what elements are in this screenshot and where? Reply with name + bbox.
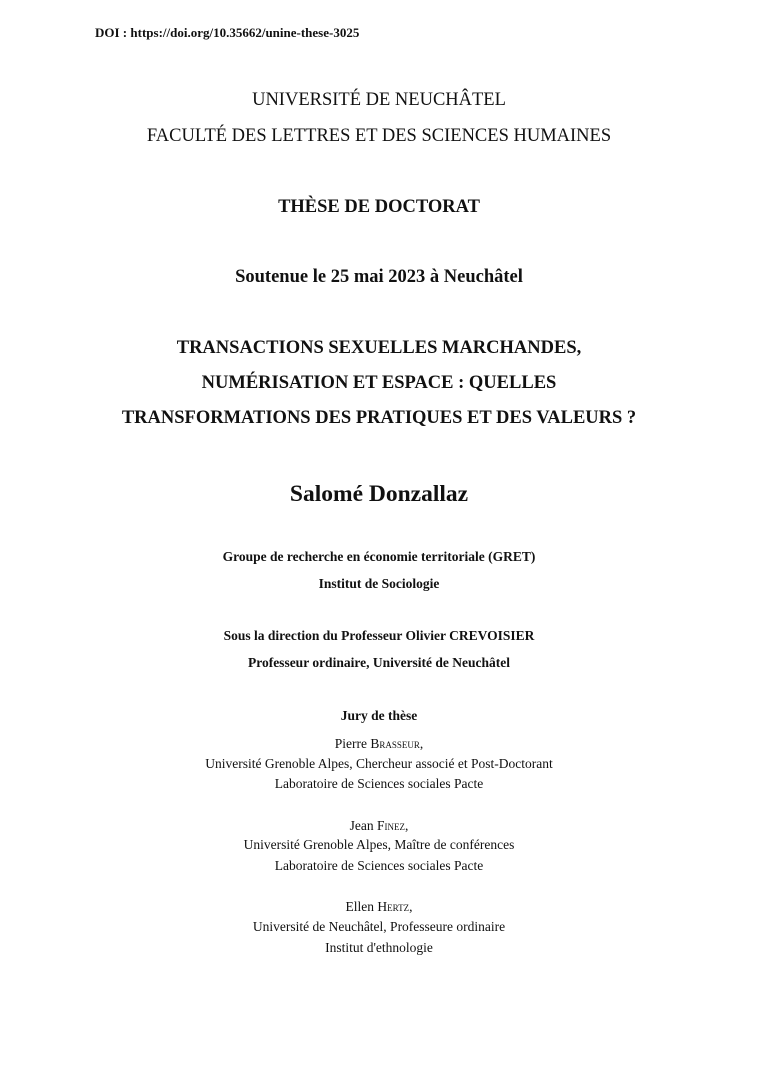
defense-date: Soutenue le 25 mai 2023 à Neuchâtel bbox=[235, 267, 523, 287]
jury-surname: Brasseur bbox=[370, 736, 420, 751]
faculty-name: FACULTÉ DES LETTRES ET DES SCIENCES HUMAINES bbox=[146, 126, 612, 146]
jury-member-name bbox=[0, 899, 758, 915]
jury-surname: Finez bbox=[377, 818, 405, 833]
jury-name-suffix: , bbox=[409, 899, 413, 914]
jury-first-name: Jean bbox=[349, 818, 377, 833]
university-name: UNIVERSITÉ DE NEUCHÂTEL bbox=[252, 90, 506, 110]
research-group: Groupe de recherche en économie territoriale (GRET) bbox=[222, 549, 536, 564]
author-name: Salomé Donzallaz bbox=[289, 481, 469, 507]
thesis-title-line-2: NUMÉRISATION ET ESPACE : QUELLES bbox=[201, 373, 557, 393]
thesis-title-line-3: TRANSFORMATIONS DES PRATIQUES ET DES VALEURS ? bbox=[121, 408, 637, 428]
jury-surname: Hertz bbox=[377, 899, 410, 914]
jury-name-suffix: , bbox=[405, 818, 409, 833]
jury-member-lab: Institut d'ethnologie bbox=[325, 940, 433, 955]
supervisor-surname: CREVOISIER bbox=[449, 628, 535, 643]
jury-member-name bbox=[0, 736, 758, 752]
supervisor bbox=[0, 628, 758, 644]
supervisor-role: Professeur ordinaire, Université de Neuchâtel bbox=[247, 655, 511, 670]
jury-member-affiliation: Université Grenoble Alpes, Chercheur associé et Post-Doctorant bbox=[205, 756, 553, 771]
jury-name-suffix: , bbox=[419, 736, 424, 751]
thesis-type: THÈSE DE DOCTORAT bbox=[278, 197, 480, 217]
jury-member-name bbox=[0, 818, 758, 834]
jury-first-name: Pierre bbox=[334, 736, 371, 751]
jury-first-name: Ellen bbox=[345, 899, 378, 914]
jury-member-lab: Laboratoire de Sciences sociales Pacte bbox=[274, 858, 484, 873]
jury-heading: Jury de thèse bbox=[340, 708, 418, 723]
thesis-title-line-1: TRANSACTIONS SEXUELLES MARCHANDES, bbox=[176, 338, 582, 358]
jury-member-affiliation: Université Grenoble Alpes, Maître de conférences bbox=[243, 837, 515, 852]
institute: Institut de Sociologie bbox=[318, 576, 440, 591]
jury-member-lab: Laboratoire de Sciences sociales Pacte bbox=[274, 776, 484, 791]
supervisor-prefix: Sous la direction du Professeur Olivier bbox=[223, 628, 450, 643]
jury-member-affiliation: Université de Neuchâtel, Professeure ordinaire bbox=[252, 919, 506, 934]
doi-reference: DOI : https://doi.org/10.35662/unine-these-3025 bbox=[95, 25, 360, 40]
